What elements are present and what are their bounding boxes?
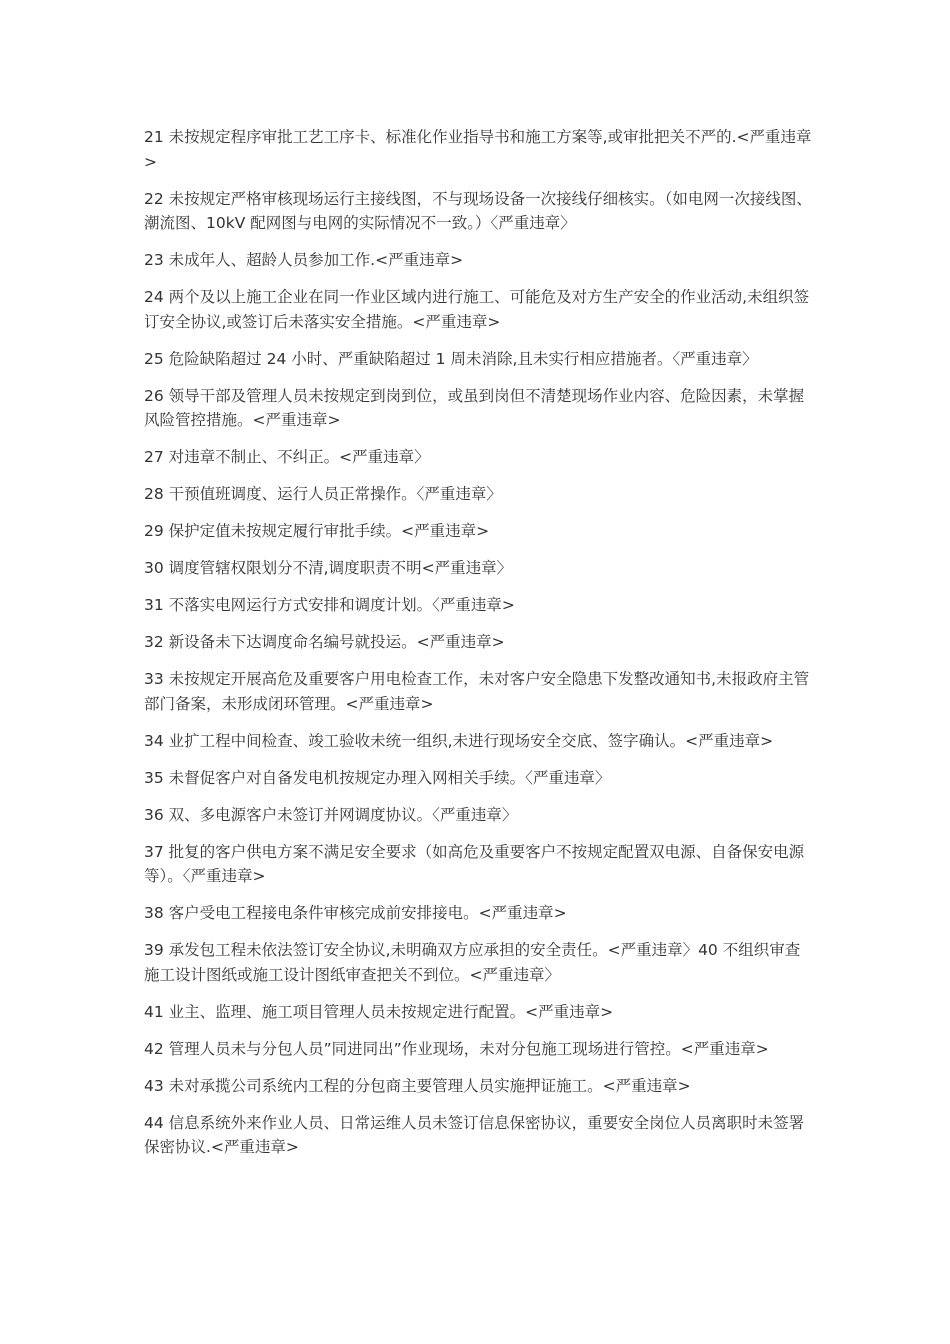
- violation-item-25: 25 危险缺陷超过 24 小时、严重缺陷超过 1 周未消除,且未实行相应措施者。〈严重违章〉: [144, 349, 758, 368]
- violation-item-42: 42 管理人员未与分包人员”同进同出”作业现场，未对分包施工现场进行管控。<严重违章>: [144, 1039, 769, 1058]
- violation-item-27: 27 对违章不制止、不纠正。<严重违章〉: [144, 448, 430, 466]
- violation-item-43: 43 未对承揽公司系统内工程的分包商主要管理人员实施押证施工。<严重违章>: [144, 1076, 691, 1095]
- violation-item-24: 24 两个及以上施工企业在同一作业区域内进行施工、可能危及对方生产安全的作业活动,未组织签订安全协议,或签订后未落实安全措施。<严重违章>: [144, 288, 810, 331]
- violation-item-33: 33 未按规定开展高危及重要客户用电检查工作，未对客户安全隐患下发整改通知书,未报政府主管部门备案，未形成闭环管理。<严重违章>: [144, 670, 810, 713]
- violation-item-39-40: 39 承发包工程未依法签订安全协议,未明确双方应承担的安全责任。<严重违章〉40 不组织审查施工设计图纸或施工设计图纸审查把关不到位。<严重违章〉: [144, 941, 801, 984]
- violation-item-44: 44 信息系统外来作业人员、日常运维人员未签订信息保密协议，重要安全岗位人员离职时未签署保密协议.<严重违章>: [144, 1113, 805, 1156]
- violation-item-41: 41 业主、监理、施工项目管理人员未按规定进行配置。<严重违章>: [144, 1002, 614, 1021]
- violation-item-35: 35 未督促客户对自备发电机按规定办理入网相关手续。〈严重违章〉: [144, 768, 611, 787]
- violation-item-21: 21 未按规定程序审批工艺工序卡、标准化作业指导书和施工方案等,或审批把关不严的.<严重违章>: [144, 128, 812, 171]
- violation-item-26: 26 领导干部及管理人员未按规定到岗到位，或虽到岗但不清楚现场作业内容、危险因素，未掌握风险管控措施。<严重违章>: [144, 386, 805, 429]
- violation-item-22: 22 未按规定严格审核现场运行主接线图，不与现场设备一次接线仔细核实。（如电网一次接线图、潮流图、10kV 配网图与电网的实际情况不一致。）〈严重违章〉: [144, 189, 812, 232]
- violation-item-34: 34 业扩工程中间检查、竣工验收未统一组织,未进行现场安全交底、签字确认。<严重违章>: [144, 731, 774, 750]
- violation-item-28: 28 干预值班调度、运行人员正常操作。〈严重违章〉: [144, 485, 502, 503]
- violation-item-37: 37 批复的客户供电方案不满足安全要求（如高危及重要客户不按规定配置双电源、自备保安电源等）。〈严重违章>: [144, 842, 805, 885]
- violation-item-29: 29 保护定值未按规定履行审批手续。<严重违章>: [144, 522, 490, 540]
- violation-item-36: 36 双、多电源客户未签订并网调度协议。〈严重违章〉: [144, 805, 518, 824]
- violation-item-32: 32 新设备未下达调度命名编号就投运。<严重违章>: [144, 633, 505, 651]
- violation-item-23: 23 未成年人、超龄人员参加工作.<严重违章>: [144, 251, 464, 269]
- violation-item-38: 38 客户受电工程接电条件审核完成前安排接电。<严重违章>: [144, 904, 567, 922]
- document-body: [144, 125, 812, 1172]
- violation-item-31: 31 不落实电网运行方式安排和调度计划。〈严重违章>: [144, 596, 515, 614]
- violation-item-30: 30 调度管辖权限划分不清,调度职责不明<严重违章〉: [144, 559, 513, 577]
